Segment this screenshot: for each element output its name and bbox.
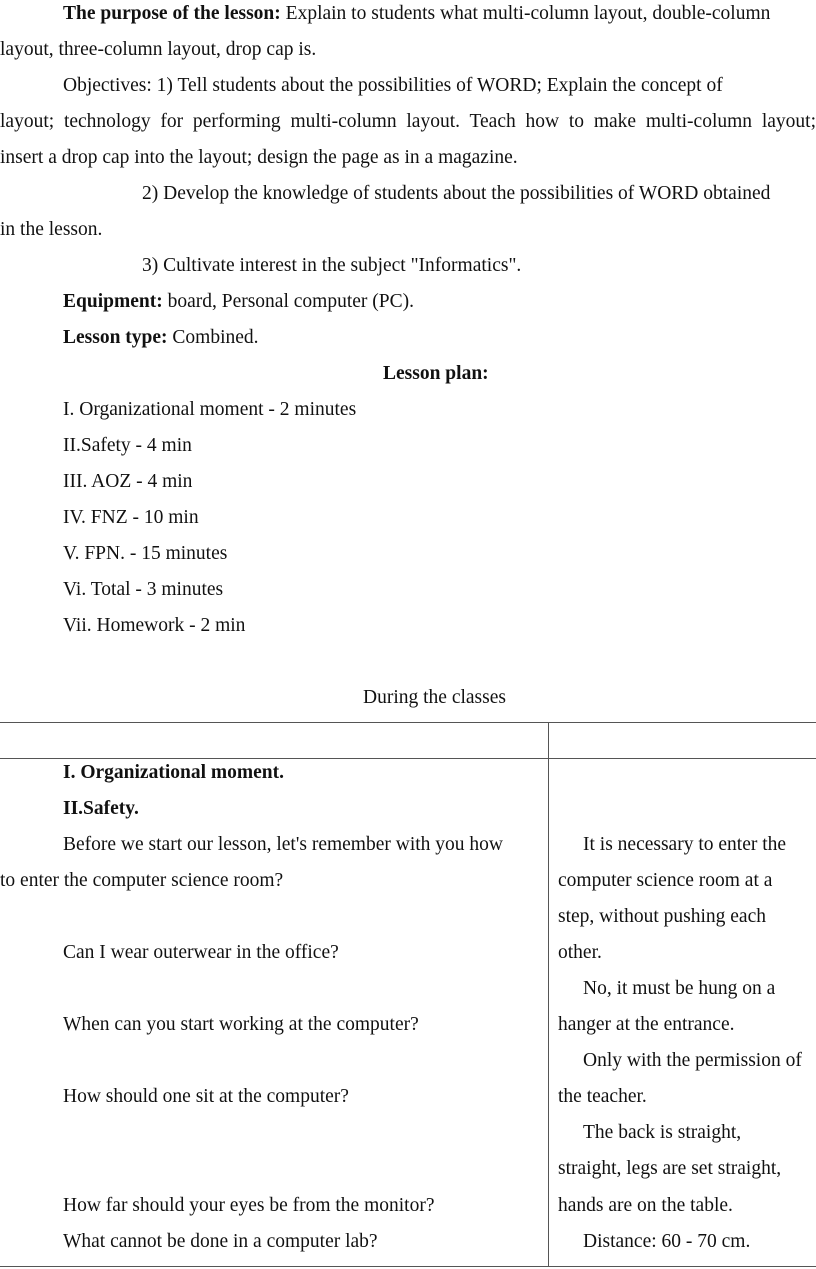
purpose-text-1: Explain to students what multi-column layout, double-column	[285, 3, 771, 24]
table-column-divider	[548, 722, 549, 1267]
question-4: How should one sit at the computer?	[63, 1086, 349, 1107]
answer-3-line-2: the teacher.	[558, 1086, 647, 1107]
classes-title: During the classes	[363, 687, 506, 708]
answer-2-line-1: No, it must be hung on a	[583, 978, 776, 999]
lesson-plan-item: II.Safety - 4 min	[63, 435, 192, 456]
lesson-type-value: Combined.	[172, 327, 259, 348]
answer-2-line-2: hanger at the entrance.	[558, 1014, 735, 1035]
answer-1-line-2: computer science room at a	[558, 870, 773, 891]
objectives-item-2-line-1: 2) Develop the knowledge of students about the possibilities of WORD obtained	[142, 183, 771, 204]
answer-4-line-3: hands are on the table.	[558, 1195, 733, 1216]
answer-1-line-1: It is necessary to enter the	[583, 834, 787, 855]
question-1-line-1: Before we start our lesson, let's remember with you how	[63, 834, 503, 855]
table-top-border	[0, 722, 816, 723]
lesson-type-line	[63, 326, 259, 350]
objectives-line-1: Objectives: 1) Tell students about the possibilities of WORD; Explain the concept of	[63, 75, 723, 96]
question-2: Can I wear outerwear in the office?	[63, 942, 339, 963]
purpose-line-1	[63, 2, 770, 26]
purpose-label: The purpose of the lesson:	[63, 3, 281, 24]
answer-4-line-2: straight, legs are set straight,	[558, 1158, 782, 1179]
answer-4-line-1: The back is straight,	[583, 1122, 742, 1143]
lesson-plan-item: III. AOZ - 4 min	[63, 471, 193, 492]
objectives-item-3: 3) Cultivate interest in the subject "Informatics".	[142, 255, 522, 276]
question-6: What cannot be done in a computer lab?	[63, 1231, 378, 1252]
objectives-line-3: insert a drop cap into the layout; design the page as in a magazine.	[0, 147, 518, 168]
question-3: When can you start working at the computer?	[63, 1014, 419, 1035]
purpose-line-2: layout, three-column layout, drop cap is.	[0, 39, 317, 60]
equipment-line	[63, 290, 414, 314]
table-bottom-border	[0, 1266, 816, 1267]
lesson-plan-item: Vi. Total - 3 minutes	[63, 579, 224, 600]
answer-5: Distance: 60 - 70 cm.	[583, 1231, 751, 1252]
lesson-plan-item: Vii. Homework - 2 min	[63, 615, 246, 636]
section-heading-organizational: I. Organizational moment.	[63, 762, 284, 783]
lesson-type-label: Lesson type:	[63, 327, 168, 348]
answer-1-line-3: step, without pushing each	[558, 906, 766, 927]
equipment-value: board, Personal computer (PC).	[167, 291, 414, 312]
section-heading-safety: II.Safety.	[63, 798, 139, 819]
lesson-plan-item: I. Organizational moment - 2 minutes	[63, 399, 357, 420]
objectives-line-2: layout; technology for performing multi-column layout. Teach how to make multi-column layout;	[0, 111, 816, 132]
question-1-line-2: to enter the computer science room?	[0, 870, 284, 891]
lesson-plan-title: Lesson plan:	[383, 363, 489, 384]
lesson-plan-item: V. FPN. - 15 minutes	[63, 543, 228, 564]
answer-1-line-4: other.	[558, 942, 602, 963]
lesson-plan-item: IV. FNZ - 10 min	[63, 507, 199, 528]
answer-3-line-1: Only with the permission of	[583, 1050, 802, 1071]
question-5: How far should your eyes be from the monitor?	[63, 1195, 435, 1216]
equipment-label: Equipment:	[63, 291, 163, 312]
objectives-item-2-line-2: in the lesson.	[0, 219, 103, 240]
table-header-divider	[0, 758, 816, 759]
